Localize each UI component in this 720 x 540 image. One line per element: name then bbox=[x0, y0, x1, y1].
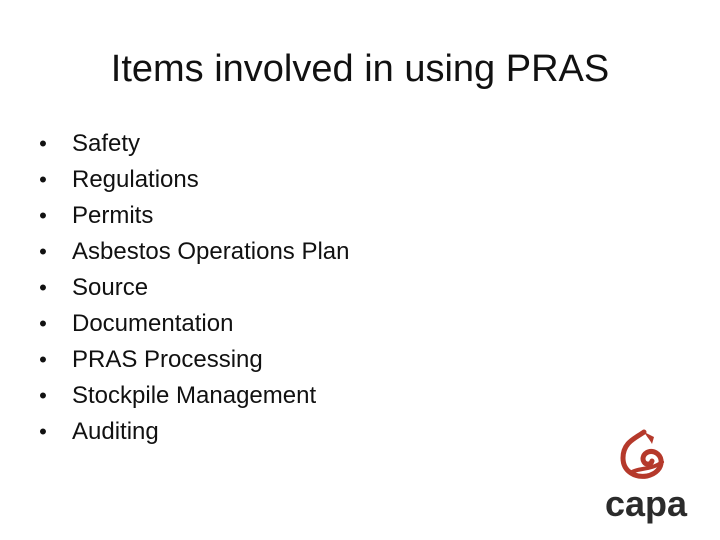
bullet-dot: • bbox=[39, 311, 47, 336]
bullet-dot: • bbox=[39, 167, 47, 192]
capa-logo-svg bbox=[596, 428, 696, 524]
bullet-dot: • bbox=[39, 203, 47, 228]
capa-logo bbox=[596, 428, 696, 524]
bullet-item bbox=[36, 126, 350, 162]
bullet-dot: • bbox=[39, 347, 47, 372]
capa-wordmark: capa bbox=[604, 483, 688, 524]
bullet-item bbox=[36, 162, 350, 198]
bullet-dot: • bbox=[39, 131, 47, 156]
bullet-item bbox=[36, 414, 350, 450]
bullet-text: Auditing bbox=[72, 418, 159, 445]
bullet-list bbox=[36, 126, 350, 450]
bullet-text: Documentation bbox=[72, 310, 234, 337]
swirl-ear bbox=[644, 432, 654, 444]
bullet-text: PRAS Processing bbox=[72, 346, 263, 373]
bullet-dot: • bbox=[39, 419, 47, 444]
bullet-text: Source bbox=[72, 274, 149, 301]
bullet-dot: • bbox=[39, 383, 47, 408]
slide-title: Items involved in using PRAS bbox=[110, 48, 610, 90]
bullet-item bbox=[36, 234, 350, 270]
bullet-item bbox=[36, 198, 350, 234]
capa-fox-swirl-icon bbox=[623, 432, 662, 476]
bullet-text: Stockpile Management bbox=[72, 382, 317, 409]
bullet-dot: • bbox=[39, 239, 47, 264]
bullet-item bbox=[36, 342, 350, 378]
bullet-text: Asbestos Operations Plan bbox=[72, 238, 350, 265]
bullet-text: Permits bbox=[72, 202, 154, 229]
bullet-item bbox=[36, 378, 350, 414]
bullet-text: Regulations bbox=[72, 166, 199, 193]
bullet-text: Safety bbox=[72, 130, 141, 157]
bullet-dot: • bbox=[39, 275, 47, 300]
bullet-item bbox=[36, 270, 350, 306]
bullet-item bbox=[36, 306, 350, 342]
